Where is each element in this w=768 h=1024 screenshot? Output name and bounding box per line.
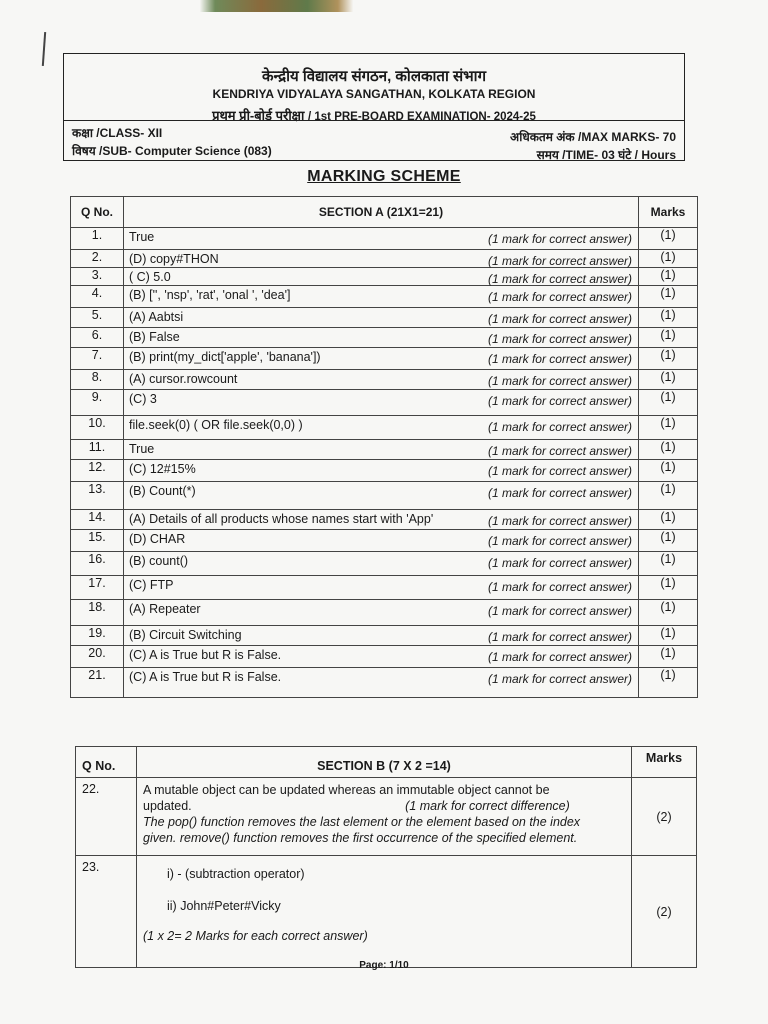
answer-cell — [124, 668, 639, 698]
exam-name-english: / 1st PRE-BOARD EXAMINATION- 2024-25 — [308, 111, 536, 123]
question-number: 7. — [71, 348, 124, 370]
table-row — [76, 778, 697, 856]
class-label: कक्षा /CLASS- XII — [72, 126, 163, 140]
marks-value: (1) — [639, 250, 698, 268]
answer-cell — [124, 552, 639, 576]
answer-line: i) - (subtraction operator) — [167, 867, 305, 881]
answer-cell — [124, 510, 639, 530]
question-number: 4. — [71, 286, 124, 308]
section-a-header-row — [71, 197, 698, 228]
answer-cell — [124, 646, 639, 668]
answer-cell — [124, 250, 639, 268]
marks-value: (1) — [639, 370, 698, 390]
table-row — [71, 390, 698, 416]
marks-value: (1) — [639, 440, 698, 460]
answer-cell — [124, 370, 639, 390]
answer-text: True — [129, 230, 155, 244]
marks-value: (1) — [639, 348, 698, 370]
question-number: 5. — [71, 308, 124, 328]
qno-header: Q No. — [76, 747, 137, 778]
answer-text: (A) Repeater — [129, 602, 201, 616]
table-row — [71, 416, 698, 440]
table-row — [71, 440, 698, 460]
answer-text: (A) cursor.rowcount — [129, 372, 238, 386]
table-row — [71, 460, 698, 482]
marks-value: (2) — [632, 856, 697, 968]
marks-value: (1) — [639, 416, 698, 440]
question-number: 11. — [71, 440, 124, 460]
marking-note: (1 x 2= 2 Marks for each correct answer) — [143, 929, 368, 943]
question-number: 6. — [71, 328, 124, 348]
answer-text: file.seek(0) ( OR file.seek(0,0) ) — [129, 418, 303, 432]
marking-note: (1 mark for correct answer) — [487, 650, 632, 664]
table-row — [71, 348, 698, 370]
answer-cell — [124, 482, 639, 510]
answer-line: The pop() function removes the last element or the element based on the index — [143, 815, 581, 829]
answer-text: (B) Count(*) — [129, 484, 196, 498]
table-row — [71, 646, 698, 668]
marks-value: (1) — [639, 600, 698, 626]
question-number: 15. — [71, 530, 124, 552]
answer-line: A mutable object can be updated whereas an immutable object cannot be — [143, 783, 550, 797]
answer-cell — [124, 440, 639, 460]
marks-header: Marks — [639, 197, 698, 228]
pen-mark — [42, 32, 46, 66]
answer-text: (D) copy#THON — [129, 252, 219, 266]
subject-label: विषय /SUB- Computer Science (083) — [72, 144, 272, 158]
question-number: 2. — [71, 250, 124, 268]
time-label: समय /TIME- 03 घंटे / Hours — [536, 148, 676, 162]
answer-text: (A) Aabtsi — [129, 310, 184, 324]
table-row — [71, 370, 698, 390]
question-number: 9. — [71, 390, 124, 416]
table-row — [71, 228, 698, 250]
answer-text: updated. — [143, 799, 192, 813]
marking-note: (1 mark for correct answer) — [487, 486, 632, 500]
marking-note: (1 mark for correct answer) — [487, 514, 632, 528]
marks-value: (1) — [639, 308, 698, 328]
answer-cell — [124, 530, 639, 552]
marking-note: (1 mark for correct answer) — [487, 332, 632, 346]
section-a-rows — [71, 228, 698, 698]
section-b-table — [75, 746, 697, 968]
marking-note: (1 mark for correct answer) — [487, 630, 632, 644]
answer-text: (B) ['', 'nsp', 'rat', 'onal ', 'dea'] — [129, 288, 291, 302]
marks-value: (1) — [639, 646, 698, 668]
answer-text: True — [129, 442, 155, 456]
marking-note: (1 mark for correct answer) — [487, 534, 632, 548]
question-number: 14. — [71, 510, 124, 530]
marking-note: (1 mark for correct answer) — [487, 604, 632, 618]
question-number: 1. — [71, 228, 124, 250]
marks-value: (1) — [639, 510, 698, 530]
answer-cell — [137, 778, 632, 856]
exam-name — [64, 106, 684, 124]
answer-cell — [124, 268, 639, 286]
question-number: 22. — [76, 778, 137, 856]
marking-note: (1 mark for correct answer) — [487, 232, 632, 246]
marks-value: (1) — [639, 460, 698, 482]
question-number: 10. — [71, 416, 124, 440]
marking-note: (1 mark for correct answer) — [487, 272, 632, 286]
marks-value: (1) — [639, 668, 698, 698]
table-row — [71, 552, 698, 576]
question-number: 18. — [71, 600, 124, 626]
answer-text: (C) 3 — [129, 392, 157, 406]
table-row — [71, 308, 698, 328]
english-org-title: KENDRIYA VIDYALAYA SANGATHAN, KOLKATA REGION — [212, 87, 536, 101]
answer-cell — [124, 308, 639, 328]
section-a-table — [70, 196, 698, 698]
answer-text: (C) FTP — [129, 578, 174, 592]
marking-scheme-title: MARKING SCHEME — [307, 168, 461, 185]
table-row — [71, 668, 698, 698]
table-row — [71, 286, 698, 308]
question-number: 23. — [76, 856, 137, 968]
marks-value: (1) — [639, 228, 698, 250]
answer-text: (B) Circuit Switching — [129, 628, 242, 642]
answer-cell — [124, 348, 639, 370]
table-row — [71, 328, 698, 348]
marks-value: (1) — [639, 390, 698, 416]
answer-text: (C) A is True but R is False. — [129, 648, 282, 662]
marking-note: (1 mark for correct answer) — [487, 394, 632, 408]
answer-text: (D) CHAR — [129, 532, 186, 546]
question-number: 8. — [71, 370, 124, 390]
table-row — [71, 600, 698, 626]
answer-text: (C) A is True but R is False. — [129, 670, 282, 684]
table-row — [71, 576, 698, 600]
marks-value: (1) — [639, 576, 698, 600]
marking-note: (1 mark for correct answer) — [487, 290, 632, 304]
answer-text: (A) Details of all products whose names start with 'App' — [129, 512, 434, 526]
section-b-header: SECTION B (7 X 2 =14) — [137, 747, 632, 778]
answer-cell — [124, 390, 639, 416]
top-edge-scan-artifact — [0, 0, 768, 12]
table-row — [71, 510, 698, 530]
answer-line: given. remove() function removes the first occurrence of the specified element. — [143, 831, 578, 845]
marking-note: (1 mark for correct answer) — [487, 444, 632, 458]
table-row — [76, 856, 697, 968]
question-number: 20. — [71, 646, 124, 668]
answer-cell — [124, 626, 639, 646]
qno-header: Q No. — [71, 197, 124, 228]
answer-cell — [124, 416, 639, 440]
exam-header — [63, 53, 685, 161]
marks-value: (1) — [639, 268, 698, 286]
marking-note: (1 mark for correct difference) — [405, 799, 570, 813]
exam-name-hindi: प्रथम प्री-बोर्ड परीक्षा — [212, 108, 305, 123]
marking-note: (1 mark for correct answer) — [487, 374, 632, 388]
answer-line — [143, 798, 625, 814]
question-number: 12. — [71, 460, 124, 482]
marks-value: (1) — [639, 286, 698, 308]
hindi-org-title: केन्द्रीय विद्यालय संगठन, कोलकाता संभाग — [261, 68, 487, 85]
question-number: 21. — [71, 668, 124, 698]
answer-text: (B) count() — [129, 554, 189, 568]
answer-cell — [124, 576, 639, 600]
marks-value: (1) — [639, 552, 698, 576]
max-marks-label: अधिकतम अंक /MAX MARKS- 70 — [510, 130, 676, 144]
section-a-header: SECTION A (21X1=21) — [124, 197, 639, 228]
question-number: 19. — [71, 626, 124, 646]
question-number: 16. — [71, 552, 124, 576]
marking-note: (1 mark for correct answer) — [487, 420, 632, 434]
marks-value: (1) — [639, 530, 698, 552]
answer-cell — [124, 328, 639, 348]
table-row — [71, 250, 698, 268]
marking-note: (1 mark for correct answer) — [487, 672, 632, 686]
question-number: 17. — [71, 576, 124, 600]
answer-cell — [137, 856, 632, 968]
table-row — [71, 626, 698, 646]
marking-note: (1 mark for correct answer) — [487, 352, 632, 366]
table-row — [71, 268, 698, 286]
table-row — [71, 482, 698, 510]
answer-cell — [124, 600, 639, 626]
question-number: 3. — [71, 268, 124, 286]
marking-note: (1 mark for correct answer) — [487, 312, 632, 326]
marks-value: (1) — [639, 626, 698, 646]
marking-note: (1 mark for correct answer) — [487, 254, 632, 268]
marks-value: (1) — [639, 482, 698, 510]
answer-cell — [124, 286, 639, 308]
page-number: Page: 1/10 — [359, 960, 409, 971]
answer-text: ( C) 5.0 — [129, 270, 171, 284]
section-b-header-row — [76, 747, 697, 778]
answer-cell — [124, 460, 639, 482]
marking-note: (1 mark for correct answer) — [487, 580, 632, 594]
answer-text: (B) print(my_dict['apple', 'banana']) — [129, 350, 321, 364]
marks-header: Marks — [632, 747, 697, 778]
header-divider — [64, 120, 684, 121]
answer-text: (B) False — [129, 330, 180, 344]
marking-note: (1 mark for correct answer) — [487, 556, 632, 570]
answer-line: ii) John#Peter#Vicky — [167, 899, 281, 913]
question-number: 13. — [71, 482, 124, 510]
marking-note: (1 mark for correct answer) — [487, 464, 632, 478]
marks-value: (1) — [639, 328, 698, 348]
table-row — [71, 530, 698, 552]
answer-cell — [124, 228, 639, 250]
answer-text: (C) 12#15% — [129, 462, 196, 476]
marks-value: (2) — [632, 778, 697, 856]
